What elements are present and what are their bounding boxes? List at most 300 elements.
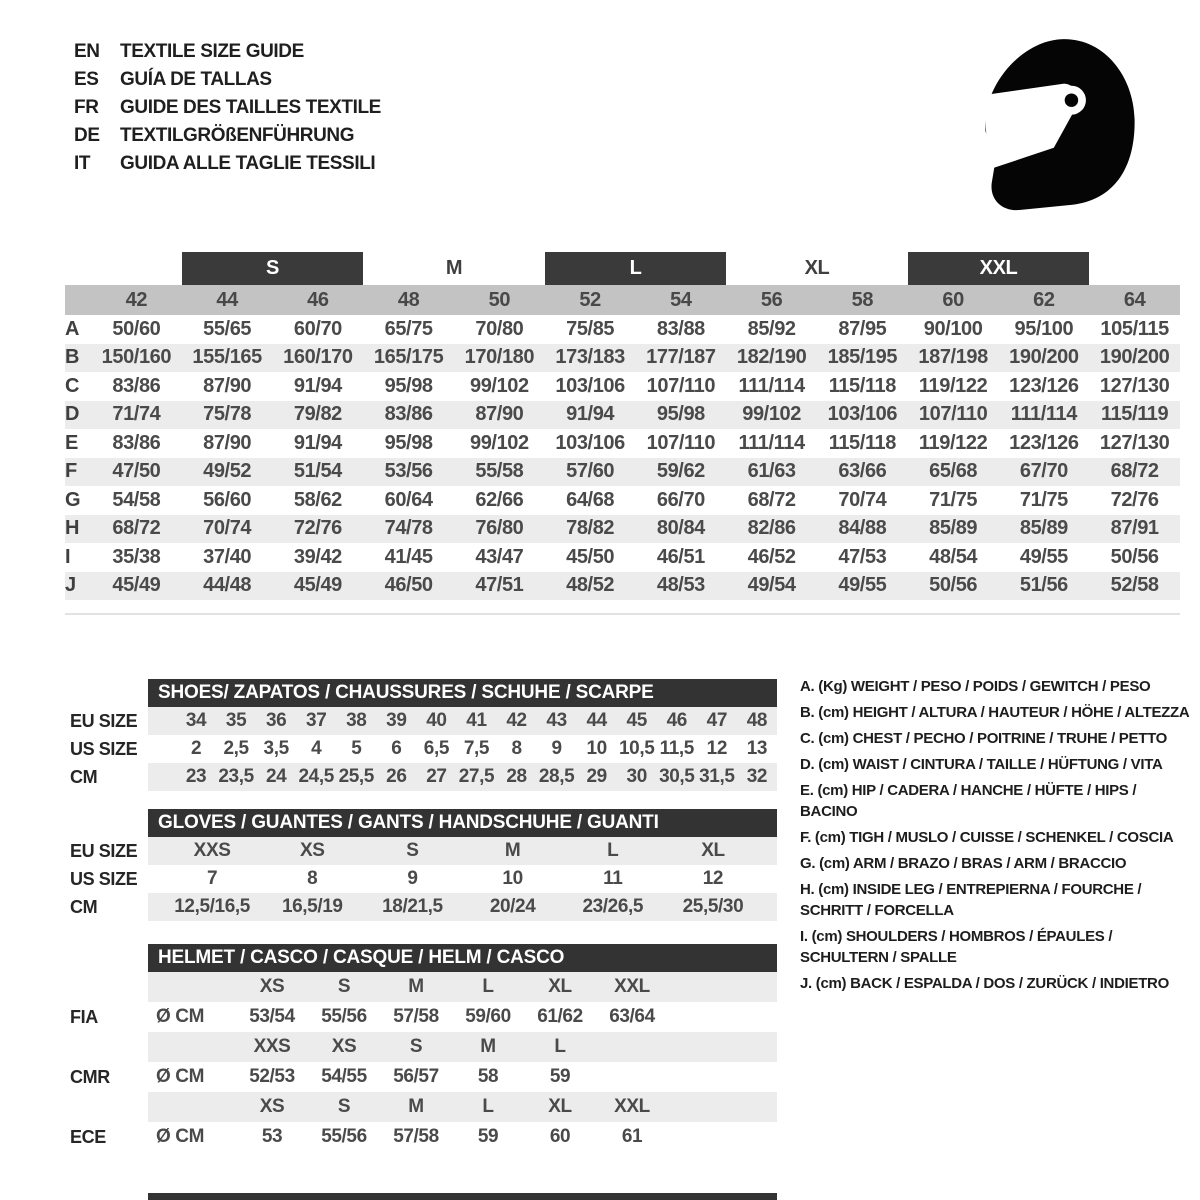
value-cell: 27,5 <box>458 766 495 787</box>
language-label: TEXTILGRÖßENFÜHRUNG <box>120 125 355 146</box>
helmet-size-header: L <box>554 1036 566 1057</box>
helmet-size-header: S <box>337 1096 351 1117</box>
helmet-size-header: XS <box>259 1096 285 1117</box>
shoes-section <box>70 679 780 791</box>
helmet-value-cell: 63/64 <box>609 1006 655 1027</box>
measurement-cell: 71/75 <box>929 488 978 511</box>
measurement-cell: 87/95 <box>838 317 887 340</box>
measurement-cell: 127/130 <box>1099 374 1170 397</box>
measurement-cell: 95/98 <box>384 374 433 397</box>
measurement-cell: 62/66 <box>475 488 524 511</box>
measurement-cell: 79/82 <box>293 403 342 426</box>
value-cell: 20/24 <box>489 896 536 917</box>
value-cell: 48 <box>746 710 768 731</box>
value-cell: 44 <box>586 710 607 731</box>
size-column-header: 52 <box>579 288 601 311</box>
value-cell: 39 <box>386 710 407 731</box>
value-cell: 25,5 <box>338 766 374 787</box>
table-row <box>70 893 780 921</box>
language-label: GUIDE DES TAILLES TEXTILE <box>120 97 381 118</box>
size-group-l: L <box>545 252 727 285</box>
size-group-xxl: XXL <box>908 252 1090 285</box>
row-values <box>148 707 777 735</box>
value-cell: 4 <box>311 738 322 759</box>
helmet-values-row <box>70 1062 780 1092</box>
measurement-cell: 67/70 <box>1019 460 1068 483</box>
measure-unit-cell: Ø CM <box>156 1006 205 1027</box>
value-cell: 12,5/16,5 <box>174 896 250 917</box>
measurement-cell: 68/72 <box>112 517 161 540</box>
measurement-cell: 87/90 <box>475 403 524 426</box>
measurement-cell: 84/88 <box>838 517 887 540</box>
measurement-cell: 182/190 <box>736 346 807 369</box>
measurement-cell: 68/72 <box>1110 460 1159 483</box>
value-cell: 38 <box>346 710 367 731</box>
measurement-cell: 54/58 <box>112 488 161 511</box>
measurement-cell: 47/50 <box>112 460 161 483</box>
value-cell: 11,5 <box>659 738 694 759</box>
value-cell: 34 <box>185 710 207 731</box>
measurement-cell: 91/94 <box>293 374 342 397</box>
language-code: FR <box>74 97 99 118</box>
measurement-cell: 49/52 <box>203 460 252 483</box>
measurement-cell: 115/118 <box>828 431 897 454</box>
measurement-cell: 75/85 <box>566 317 615 340</box>
size-group-xl: XL <box>804 257 830 279</box>
measurement-cell: 177/187 <box>646 346 716 369</box>
measurement-cell: 82/86 <box>747 517 796 540</box>
table-row <box>70 837 780 865</box>
measurement-cell: 119/122 <box>918 374 988 397</box>
size-group-header-row <box>65 252 1180 285</box>
value-cell: 37 <box>306 710 327 731</box>
measurement-cell: 47/53 <box>838 545 887 568</box>
row-letter: J <box>65 574 76 597</box>
value-cell: 23/26,5 <box>582 896 644 917</box>
measurement-cell: 83/86 <box>112 374 161 397</box>
measurement-cell: 173/183 <box>555 346 625 369</box>
measurement-cell: 51/54 <box>293 460 342 483</box>
helmet-value-cell: 58 <box>477 1066 499 1087</box>
helmet-value-cell: 54/55 <box>321 1066 367 1087</box>
measurement-cell: 70/80 <box>475 317 524 340</box>
measurement-cell: 127/130 <box>1099 431 1170 454</box>
value-cell: 29 <box>586 766 607 787</box>
row-letter: F <box>65 460 77 483</box>
measurement-cell: 91/94 <box>293 431 342 454</box>
helmet-size-header: S <box>337 976 351 997</box>
size-column-header: 60 <box>942 288 964 311</box>
value-cell: 6 <box>391 738 402 759</box>
helmet-sizes-row <box>70 1032 780 1062</box>
table-row <box>70 865 780 893</box>
measurement-cell: 119/122 <box>918 431 988 454</box>
measurement-cell: 50/60 <box>112 317 161 340</box>
measurement-cell: 41/45 <box>384 545 433 568</box>
measurement-row <box>65 372 1180 401</box>
measurement-cell: 91/94 <box>566 403 615 426</box>
value-cell: 12 <box>706 738 728 759</box>
measurement-cell: 111/114 <box>1010 403 1077 426</box>
value-cell: 6,5 <box>423 738 450 759</box>
row-values <box>148 763 777 791</box>
table-divider <box>65 613 1180 615</box>
measurement-cell: 99/102 <box>469 431 529 454</box>
section-title: SHOES/ ZAPATOS / CHAUSSURES / SCHUHE / SCARPE <box>148 679 777 707</box>
measurement-cell: 71/74 <box>112 403 161 426</box>
value-cell: XS <box>299 840 325 861</box>
measurement-cell: 103/106 <box>827 403 898 426</box>
value-cell: 25,5/30 <box>682 896 744 917</box>
measurement-cell: 76/80 <box>475 517 524 540</box>
measurement-cell: 103/106 <box>555 431 625 454</box>
value-cell: 9 <box>551 738 562 759</box>
section-title: GLOVES / GUANTES / GANTS / HANDSCHUHE / GUANTI <box>148 809 777 837</box>
measurement-cell: 53/56 <box>384 460 433 483</box>
value-cell: 41 <box>466 710 487 731</box>
measurement-cell: 45/49 <box>112 574 161 597</box>
size-column-header: 48 <box>397 288 420 311</box>
helmet-size-header: XS <box>331 1036 357 1057</box>
row-values <box>148 865 777 893</box>
helmet-sizes-row <box>70 1092 780 1122</box>
measurement-cell: 150/160 <box>101 346 172 369</box>
measurement-cell: 65/75 <box>384 317 433 340</box>
helmet-sizes-row <box>70 972 780 1002</box>
value-cell: 24 <box>265 766 287 787</box>
measurement-cell: 83/86 <box>384 403 433 426</box>
measurement-cell: 99/102 <box>742 403 802 426</box>
measurement-cell: 87/90 <box>203 374 252 397</box>
helmet-size-header: XXL <box>614 1096 650 1117</box>
size-columns-row <box>65 285 1180 315</box>
helmet-size-header: XXS <box>253 1036 291 1057</box>
value-cell: 30,5 <box>659 766 695 787</box>
value-cell: 8 <box>511 738 522 759</box>
helmet-size-header: M <box>408 976 424 997</box>
value-cell: 2 <box>190 738 202 759</box>
helmet-value-cell: 61 <box>621 1126 643 1147</box>
helmet-value-cell: 56/57 <box>393 1066 439 1087</box>
size-group-m: M <box>445 257 463 279</box>
measurement-cell: 63/66 <box>838 460 887 483</box>
row-label-spacer <box>70 1092 148 1122</box>
value-cell: 28 <box>506 766 527 787</box>
measurement-cell: 72/76 <box>1110 488 1159 511</box>
helmet-value-cell: 53 <box>261 1126 283 1147</box>
measurement-cell: 123/126 <box>1009 374 1079 397</box>
measurement-legend <box>800 676 1192 999</box>
legend-entry: B. (cm) HEIGHT / ALTURA / HAUTEUR / HÖHE / ALTEZZA <box>800 704 1190 721</box>
measurement-cell: 103/106 <box>555 374 625 397</box>
helmet-value-cell: 59/60 <box>465 1006 511 1027</box>
measurement-cell: 48/53 <box>656 574 705 597</box>
legend-entry: H. (cm) INSIDE LEG / ENTREPIERNA / FOURCHE / SCHRITT / FORCELLA <box>800 881 1142 919</box>
language-code: EN <box>74 41 100 62</box>
row-label: CMR <box>70 1066 110 1087</box>
row-values <box>148 972 777 1002</box>
legend-entry: I. (cm) SHOULDERS / HOMBROS / ÉPAULES / SCHULTERN / SPALLE <box>800 928 1113 966</box>
language-row <box>74 38 381 66</box>
measurement-cell: 71/75 <box>1019 488 1068 511</box>
language-code: DE <box>74 125 100 146</box>
size-column-header: 50 <box>488 288 511 311</box>
helmet-size-header: XL <box>548 1096 572 1117</box>
value-cell: 10 <box>586 738 607 759</box>
row-label-spacer <box>70 1032 148 1062</box>
measurement-cell: 56/60 <box>203 488 252 511</box>
measurement-cell: 85/89 <box>929 517 978 540</box>
value-cell: 42 <box>506 710 527 731</box>
helmet-value-cell: 59 <box>549 1066 571 1087</box>
measurement-cell: 65/68 <box>929 460 978 483</box>
language-label: GUIDA ALLE TAGLIE TESSILI <box>120 153 376 174</box>
value-cell: 13 <box>746 738 768 759</box>
gloves-section <box>70 809 780 921</box>
measurement-row <box>65 458 1180 487</box>
language-row <box>74 66 381 94</box>
row-letter: I <box>65 545 71 568</box>
measurement-cell: 58/62 <box>293 488 342 511</box>
value-cell: 24,5 <box>298 766 334 787</box>
helmet-value-cell: 57/58 <box>393 1006 439 1027</box>
value-cell: 46 <box>666 710 687 731</box>
value-cell: 27 <box>426 766 447 787</box>
measurement-cell: 72/76 <box>293 517 342 540</box>
measurement-cell: 107/110 <box>918 403 988 426</box>
value-cell: 2,5 <box>223 738 249 759</box>
value-cell: 10 <box>502 868 523 889</box>
helmet-value-cell: 55/56 <box>321 1006 367 1027</box>
value-cell: 10,5 <box>619 738 655 759</box>
measurement-cell: 59/62 <box>656 460 705 483</box>
legend-entry: D. (cm) WAIST / CINTURA / TAILLE / HÜFTUNG / VITA <box>800 756 1163 773</box>
table-row <box>70 735 780 763</box>
row-label-spacer <box>70 972 148 1002</box>
measurement-cell: 111/114 <box>738 431 805 454</box>
row-values <box>148 837 777 865</box>
language-code: ES <box>74 69 99 90</box>
language-row <box>74 122 381 150</box>
letter-column-spacer <box>65 285 91 315</box>
value-cell: 43 <box>546 710 567 731</box>
value-cell: 3,5 <box>263 738 289 759</box>
row-label: CM <box>70 766 98 787</box>
measurement-cell: 49/54 <box>747 574 796 597</box>
row-label: EU SIZE <box>70 840 138 861</box>
measurement-cell: 90/100 <box>923 317 983 340</box>
helmet-size-header: S <box>409 1036 423 1057</box>
helmet-value-cell: 55/56 <box>321 1126 367 1147</box>
letter-column-spacer <box>65 252 91 285</box>
size-column-header: 64 <box>1123 288 1146 311</box>
measurement-cell: 51/56 <box>1019 574 1068 597</box>
row-label: US SIZE <box>70 868 138 889</box>
row-values <box>148 1002 777 1032</box>
measurement-cell: 78/82 <box>566 517 615 540</box>
value-cell: 32 <box>746 766 768 787</box>
legend-entry: F. (cm) TIGH / MUSLO / CUISSE / SCHENKEL / COSCIA <box>800 829 1174 846</box>
measurement-cell: 85/92 <box>747 317 796 340</box>
language-list <box>74 38 381 178</box>
row-label: ECE <box>70 1126 106 1147</box>
section-title: HELMET / CASCO / CASQUE / HELM / CASCO <box>148 944 777 972</box>
helmet-values-row <box>70 1002 780 1032</box>
measurement-cell: 111/114 <box>738 374 805 397</box>
helmet-value-cell: 61/62 <box>537 1006 583 1027</box>
measurement-cell: 155/165 <box>192 346 262 369</box>
measurement-cell: 50/56 <box>929 574 978 597</box>
legend-entry: E. (cm) HIP / CADERA / HANCHE / HÜFTE / HIPS / BACINO <box>800 782 1137 820</box>
row-label: EU SIZE <box>70 710 138 731</box>
size-column-header: 44 <box>216 288 238 311</box>
helmet-icon <box>980 36 1138 212</box>
helmet-value-cell: 57/58 <box>393 1126 439 1147</box>
measurement-row <box>65 572 1180 601</box>
size-group-spacer <box>91 252 182 285</box>
measurement-cell: 46/51 <box>656 545 705 568</box>
size-column-header: 56 <box>760 288 783 311</box>
measurement-cell: 107/110 <box>646 374 716 397</box>
table-row <box>70 707 780 735</box>
value-cell: S <box>406 840 419 861</box>
measurement-cell: 61/63 <box>747 460 796 483</box>
row-values <box>148 735 777 763</box>
measurement-cell: 187/198 <box>918 346 988 369</box>
measurement-row <box>65 315 1180 344</box>
value-cell: 18/21,5 <box>382 896 443 917</box>
measurement-cell: 74/78 <box>384 517 433 540</box>
measurement-cell: 55/58 <box>475 460 524 483</box>
measurement-cell: 95/98 <box>384 431 433 454</box>
row-values <box>148 1092 777 1122</box>
measurement-cell: 123/126 <box>1009 431 1079 454</box>
measurement-cell: 68/72 <box>747 488 796 511</box>
measurement-cell: 170/180 <box>464 346 535 369</box>
value-cell: 31,5 <box>699 766 735 787</box>
language-code: IT <box>74 153 91 174</box>
row-letter: C <box>65 374 80 397</box>
measurement-cell: 66/70 <box>656 488 705 511</box>
main-size-table <box>65 252 1180 600</box>
measurement-cell: 49/55 <box>1019 545 1068 568</box>
value-cell: XL <box>701 840 725 861</box>
measurement-cell: 45/49 <box>293 574 342 597</box>
size-column-header: 46 <box>307 288 329 311</box>
measure-unit-cell: Ø CM <box>156 1066 205 1087</box>
value-cell: 11 <box>603 868 623 889</box>
legend-entry: A. (Kg) WEIGHT / PESO / POIDS / GEWITCH / PESO <box>800 678 1151 695</box>
value-cell: 5 <box>351 738 362 759</box>
value-cell: 26 <box>386 766 407 787</box>
helmet-size-header: M <box>408 1096 424 1117</box>
measurement-cell: 95/100 <box>1014 317 1074 340</box>
helmet-values-row <box>70 1122 780 1152</box>
measurement-cell: 52/58 <box>1110 574 1159 597</box>
value-cell: 36 <box>265 710 287 731</box>
measurement-cell: 165/175 <box>373 346 444 369</box>
row-letter: G <box>65 488 81 511</box>
table-row <box>70 763 780 791</box>
value-cell: 16,5/19 <box>281 896 343 917</box>
row-letter: E <box>65 431 78 454</box>
cropped-section-bar <box>148 1193 777 1200</box>
measurement-cell: 185/195 <box>827 346 898 369</box>
measurement-cell: 83/88 <box>656 317 705 340</box>
size-column-header: 42 <box>125 288 148 311</box>
size-group-s: S <box>182 252 364 285</box>
language-label: TEXTILE SIZE GUIDE <box>120 41 304 62</box>
measurement-cell: 95/98 <box>656 403 705 426</box>
measurement-cell: 43/47 <box>475 545 524 568</box>
row-values <box>148 1032 777 1062</box>
value-cell: 12 <box>702 868 724 889</box>
measurement-cell: 48/52 <box>566 574 615 597</box>
value-cell: 40 <box>426 710 447 731</box>
measurement-cell: 107/110 <box>646 431 716 454</box>
measurement-cell: 64/68 <box>566 488 615 511</box>
value-cell: 45 <box>626 710 647 731</box>
measurement-row <box>65 486 1180 515</box>
legend-entry: J. (cm) BACK / ESPALDA / DOS / ZURÜCK / INDIETRO <box>800 975 1169 992</box>
measurement-cell: 46/52 <box>747 545 796 568</box>
helmet-size-header: XXL <box>614 976 650 997</box>
measurement-cell: 160/170 <box>283 346 353 369</box>
measurement-cell: 57/60 <box>566 460 615 483</box>
value-cell: 7 <box>207 868 218 889</box>
measurement-cell: 46/50 <box>384 574 433 597</box>
helmet-size-header: M <box>480 1036 496 1057</box>
language-label: GUÍA DE TALLAS <box>120 69 272 90</box>
value-cell: 8 <box>307 868 318 889</box>
helmet-size-header: L <box>482 1096 494 1117</box>
measurement-cell: 37/40 <box>203 545 252 568</box>
helmet-value-cell: 52/53 <box>249 1066 295 1087</box>
value-cell: M <box>504 840 521 861</box>
row-values <box>148 1122 777 1152</box>
measurement-row <box>65 401 1180 430</box>
measurement-row <box>65 344 1180 373</box>
measurement-cell: 190/200 <box>1099 346 1170 369</box>
value-cell: 23,5 <box>218 766 254 787</box>
measurement-cell: 115/118 <box>828 374 897 397</box>
measurement-row <box>65 543 1180 572</box>
helmet-size-header: XS <box>259 976 285 997</box>
helmet-value-cell: 59 <box>477 1126 499 1147</box>
helmet-section <box>70 944 780 1152</box>
measurement-cell: 60/64 <box>384 488 433 511</box>
measurement-cell: 87/91 <box>1110 517 1159 540</box>
measurement-cell: 45/50 <box>566 545 615 568</box>
measurement-cell: 55/65 <box>203 317 252 340</box>
legend-entry: G. (cm) ARM / BRAZO / BRAS / ARM / BRACCIO <box>800 855 1127 872</box>
measurement-cell: 115/119 <box>1100 403 1169 426</box>
value-cell: 7,5 <box>463 738 490 759</box>
measurement-cell: 87/90 <box>203 431 252 454</box>
legend-entry: C. (cm) CHEST / PECHO / POITRINE / TRUHE / PETTO <box>800 730 1168 747</box>
value-cell: 9 <box>407 868 418 889</box>
language-row <box>74 94 381 122</box>
measurement-cell: 70/74 <box>203 517 252 540</box>
measurement-cell: 80/84 <box>656 517 705 540</box>
measurement-cell: 60/70 <box>293 317 342 340</box>
value-cell: 28,5 <box>538 766 575 787</box>
measurement-cell: 70/74 <box>838 488 887 511</box>
row-letter: D <box>65 403 80 426</box>
language-row <box>74 150 381 178</box>
measurement-row <box>65 515 1180 544</box>
row-letter: B <box>65 346 80 369</box>
